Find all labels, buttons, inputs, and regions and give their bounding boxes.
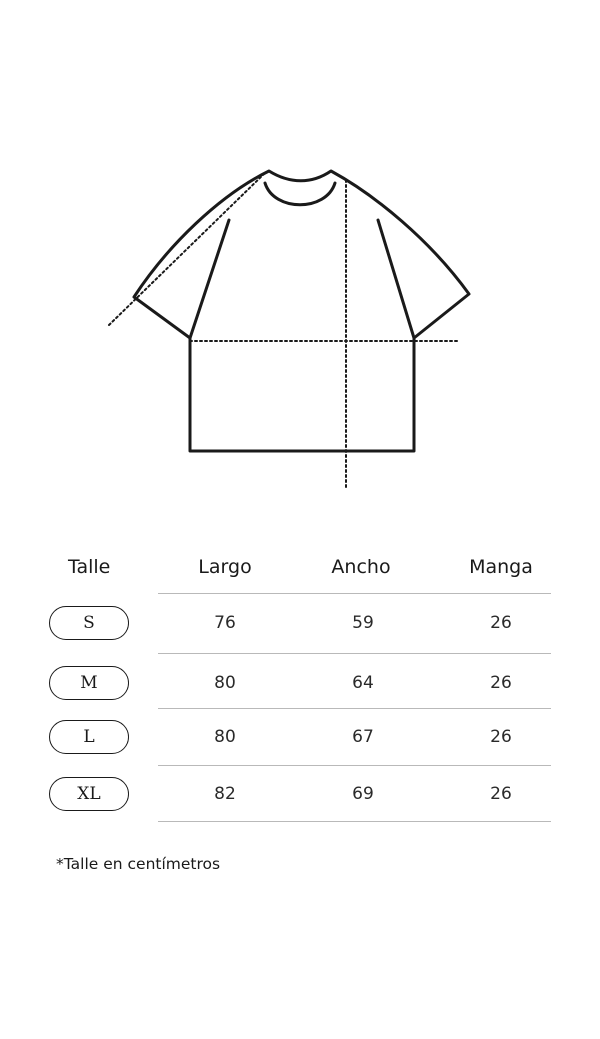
cell-largo-m: 80	[214, 673, 236, 693]
cell-manga-s: 26	[490, 613, 512, 633]
cell-largo-xl: 82	[214, 784, 236, 804]
cell-manga-l: 26	[490, 727, 512, 747]
table-divider	[158, 653, 551, 654]
cell-ancho-l: 67	[352, 727, 374, 747]
table-divider	[158, 593, 551, 594]
footnote: *Talle en centímetros	[56, 855, 221, 873]
tshirt-right-sleeve-seam	[378, 220, 414, 338]
tshirt-collar-inner	[265, 183, 335, 205]
header-largo: Largo	[198, 556, 252, 578]
cell-largo-s: 76	[214, 613, 236, 633]
header-ancho: Ancho	[331, 556, 391, 578]
cell-ancho-m: 64	[352, 673, 374, 693]
size-pill-xl: XL	[49, 777, 129, 811]
cell-manga-m: 26	[490, 673, 512, 693]
tshirt-left-sleeve-seam	[190, 220, 229, 338]
header-manga: Manga	[469, 556, 533, 578]
sleeve-measure-line	[109, 172, 266, 325]
size-pill-m: M	[49, 666, 129, 700]
tshirt-outline	[134, 171, 469, 451]
table-divider	[158, 765, 551, 766]
size-pill-s: S	[49, 606, 129, 640]
size-pill-l: L	[49, 720, 129, 754]
cell-manga-xl: 26	[490, 784, 512, 804]
cell-largo-l: 80	[214, 727, 236, 747]
table-divider	[158, 708, 551, 709]
table-divider	[158, 821, 551, 822]
header-talle: Talle	[68, 556, 111, 578]
cell-ancho-s: 59	[352, 613, 374, 633]
cell-ancho-xl: 69	[352, 784, 374, 804]
